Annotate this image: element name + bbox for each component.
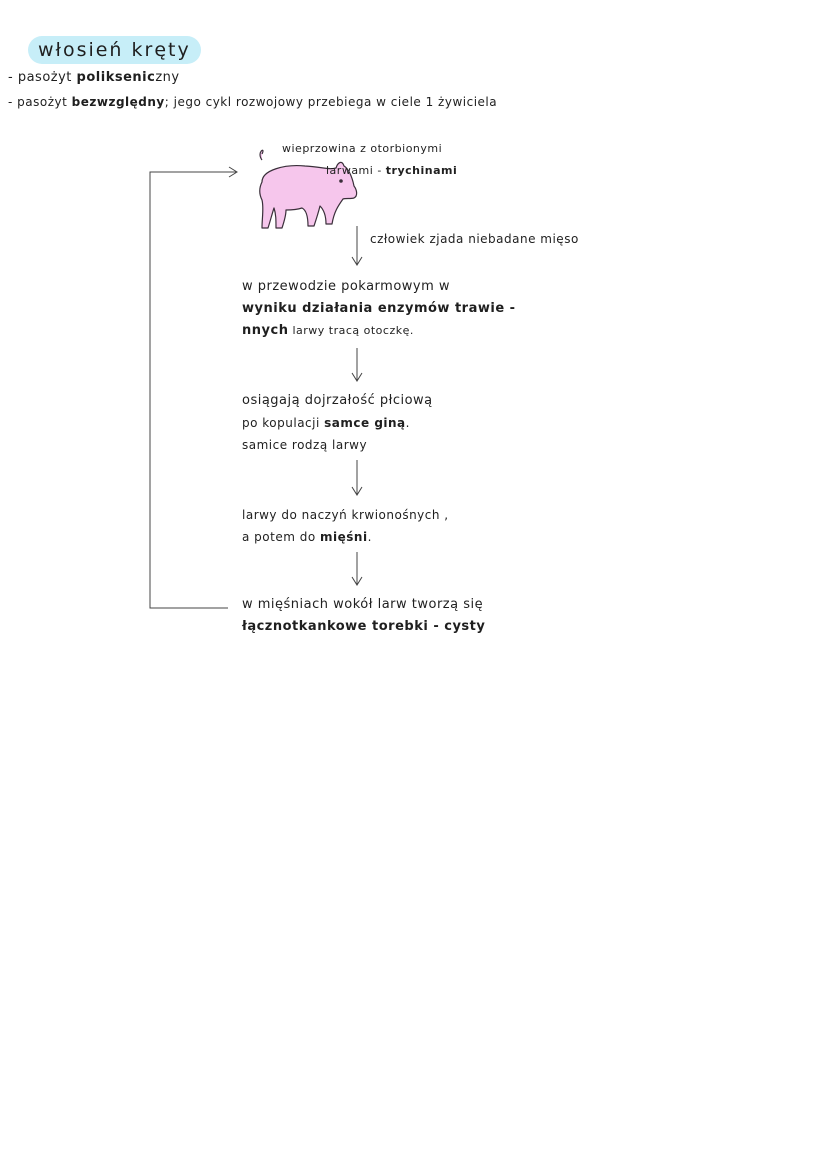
pig-icon — [260, 150, 357, 228]
pig-label: wieprzowina z otorbionymi — [282, 142, 443, 155]
step-text: . — [367, 530, 372, 544]
cycle-arrow-icon — [150, 167, 237, 608]
down-arrow-icon — [352, 348, 362, 381]
bullet-text: pasożyt — [17, 70, 77, 85]
step-text: . — [405, 416, 410, 430]
pig-label — [326, 164, 457, 177]
pig-label-emphasis: trychinami — [385, 164, 458, 177]
bullet-emphasis: poliksenic — [76, 70, 156, 85]
step-text: po kopulacji — [242, 416, 325, 430]
flow-step — [242, 390, 433, 456]
step-line: osiągają dojrzałość płciową — [242, 393, 433, 408]
pig-label-text: larwami - — [326, 164, 386, 177]
step-line: w mięśniach wokół larw tworzą się — [242, 597, 484, 612]
down-arrow-icon — [352, 552, 362, 585]
step-emphasis: mięśni — [320, 530, 368, 544]
step-line: w przewodzie pokarmowym w — [242, 279, 451, 294]
bullet-emphasis: bezwzględny — [71, 95, 165, 109]
bullet-dash: - — [8, 95, 13, 109]
bullet-text: ; jego cykl rozwojowy przebiega w ciele 1 żywiciela — [164, 95, 498, 109]
down-arrow-icon — [352, 226, 362, 265]
step-line — [242, 320, 516, 342]
step-line: łącznotkankowe torebki - cysty — [242, 619, 486, 634]
step-line: samice rodzą larwy — [242, 438, 368, 452]
bullet-text: zny — [155, 70, 180, 85]
step-line: wyniku działania enzymów trawie - — [242, 301, 516, 316]
step-line — [242, 526, 449, 548]
arrow-label: człowiek zjada niebadane mięso — [370, 232, 579, 246]
bullet-text: pasożyt — [17, 95, 72, 109]
down-arrow-icon — [352, 460, 362, 495]
step-emphasis: nnych — [242, 323, 289, 338]
step-emphasis: samce giną — [324, 416, 406, 430]
step-line — [242, 412, 433, 434]
step-text: a potem do — [242, 530, 320, 544]
page-title: włosień kręty — [28, 36, 201, 64]
step-line: larwy do naczyń krwionośnych , — [242, 508, 449, 522]
flow-step — [242, 504, 449, 548]
step-text: larwy tracą otoczkę. — [288, 324, 414, 337]
flow-step — [242, 594, 485, 638]
flow-step — [242, 276, 516, 342]
bullet-dash: - — [8, 70, 14, 85]
